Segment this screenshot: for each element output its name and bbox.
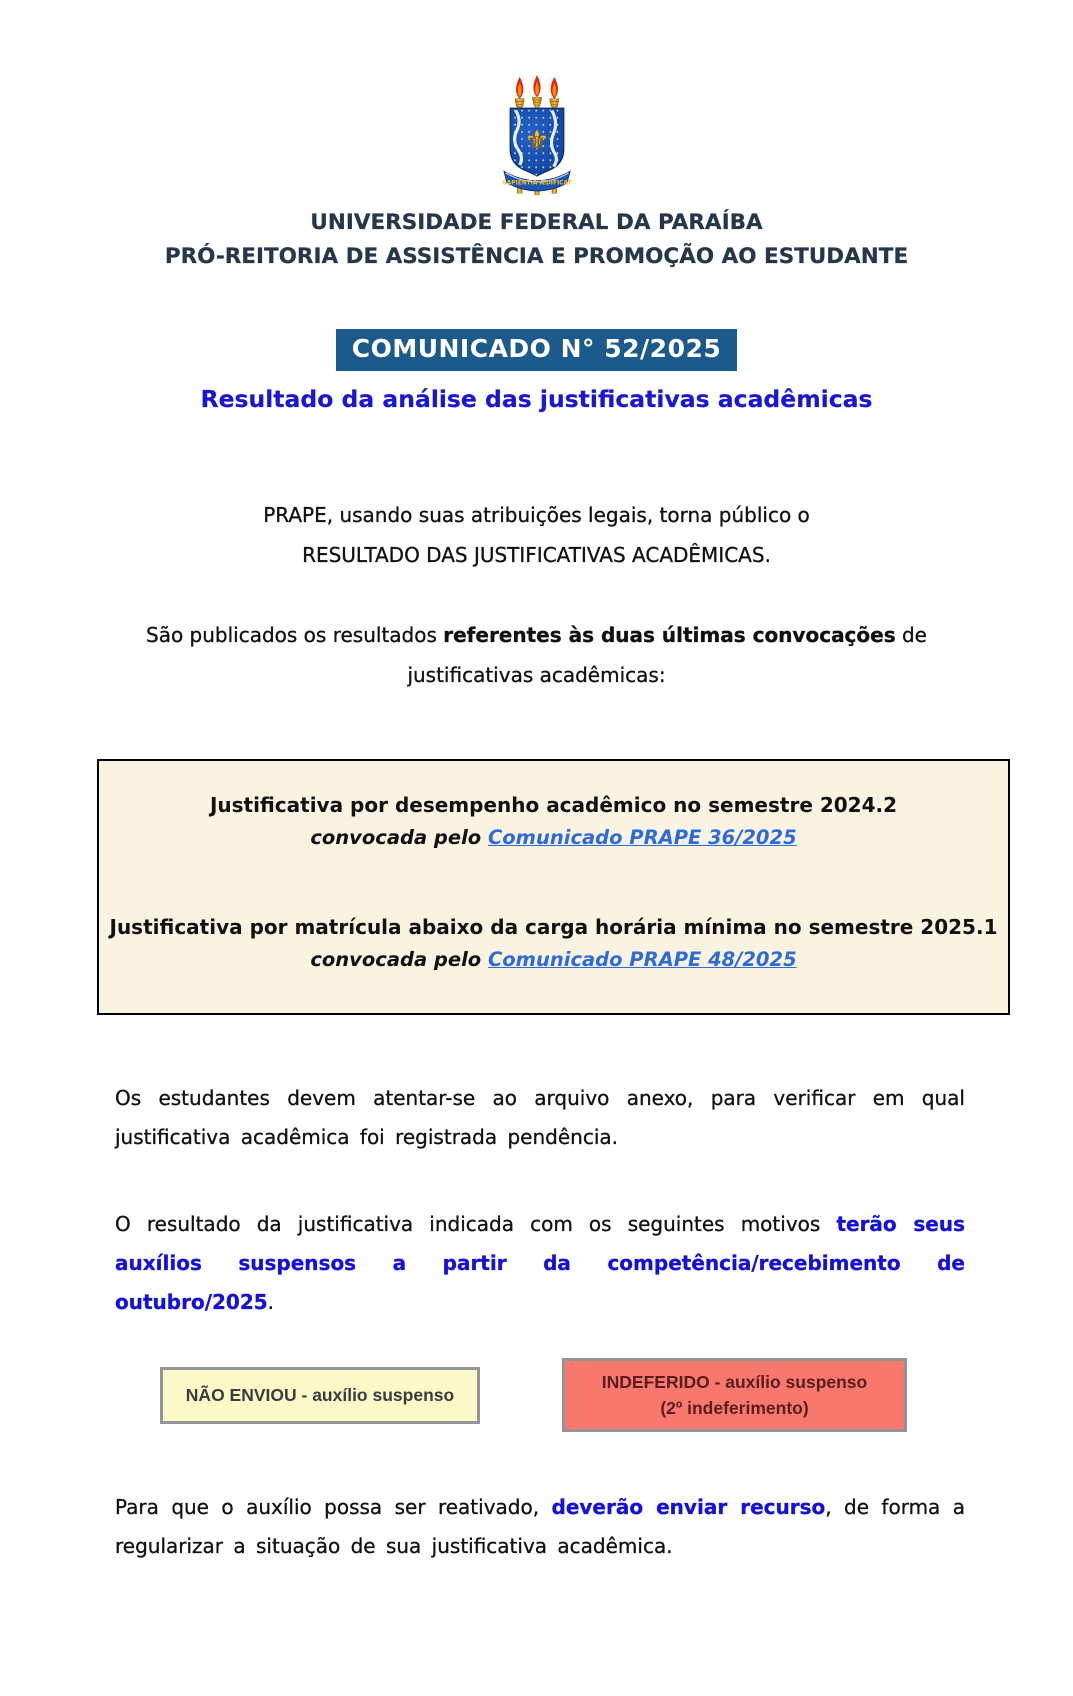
result-post: . [267,1290,275,1314]
banner-row [0,329,1073,371]
convocation-subline [99,826,1008,849]
published-bold: referentes às duas últimas convocações [443,623,896,647]
convocation-item [99,915,1008,971]
comunicado-link[interactable]: Comunicado PRAPE 36/2025 [487,826,797,849]
convocation-item [99,793,1008,849]
reactivate-post: , de forma a regularizar a situação de sua justificativa acadêmica. [115,1495,965,1558]
notice-subtitle: Resultado da análise das justificativas acadêmicas [200,385,873,413]
reactivate-pre: Para que o auxílio possa ser reativado, [115,1495,552,1519]
status-boxes-row [0,1358,1073,1432]
ufpb-crest-logo [497,72,577,202]
logo-container [0,0,1073,206]
org-header [0,210,1073,269]
status-box-not-sent [160,1367,480,1424]
convocation-title: Justificativa por desempenho acadêmico no semestre 2024.2 [209,793,898,817]
convocation-title: Justificativa por matrícula abaixo da carga horária mínima no semestre 2025.1 [109,915,998,939]
published-pre: São publicados os resultados [146,623,444,647]
convocations-box [97,759,1010,1015]
convocation-subline [99,948,1008,971]
reactivate-paragraph [115,1488,965,1566]
crest-motto: SAPIENTIA ÆDIFICAT [501,180,572,187]
result-pre: O resultado da justificativa indicada com os seguintes motivos [115,1212,837,1236]
result-paragraph [115,1205,965,1322]
attachment-paragraph: Os estudantes devem atentar-se ao arquivo anexo, para verificar em qual justificativa acadêmica foi registrada pendência. [115,1086,965,1149]
convocada-text: convocada pelo [310,826,488,849]
published-paragraph [122,615,952,695]
university-name: UNIVERSIDADE FEDERAL DA PARAÍBA [310,210,763,235]
comunicado-link[interactable]: Comunicado PRAPE 48/2025 [487,948,797,971]
reactivate-highlight: deverão enviar recurso [551,1495,826,1519]
notice-banner: COMUNICADO N° 52/2025 [336,329,738,371]
department-name: PRÓ-REITORIA DE ASSISTÊNCIA E PROMOÇÃO AO ESTUDANTE [164,244,909,269]
intro-line2: RESULTADO DAS JUSTIFICATIVAS ACADÊMICAS. [302,543,771,567]
intro-line1: PRAPE, usando suas atribuições legais, torna público o [263,503,810,527]
convocada-text: convocada pelo [310,948,488,971]
fleur-de-lis-icon: ⚜ [523,124,550,157]
result-highlight: terão seus auxílios suspensos a partir da competência/recebimento de outubro/2025 [115,1212,965,1314]
status-denied-line1: INDEFERIDO - auxílio suspenso [601,1372,868,1392]
published-post: de justificativas acadêmicas: [407,623,927,687]
intro-paragraph [0,495,1073,575]
status-denied-line2: (2º indeferimento) [660,1398,809,1418]
status-box-denied [562,1358,907,1432]
status-not-sent-label: NÃO ENVIOU - auxílio suspenso [185,1384,455,1405]
